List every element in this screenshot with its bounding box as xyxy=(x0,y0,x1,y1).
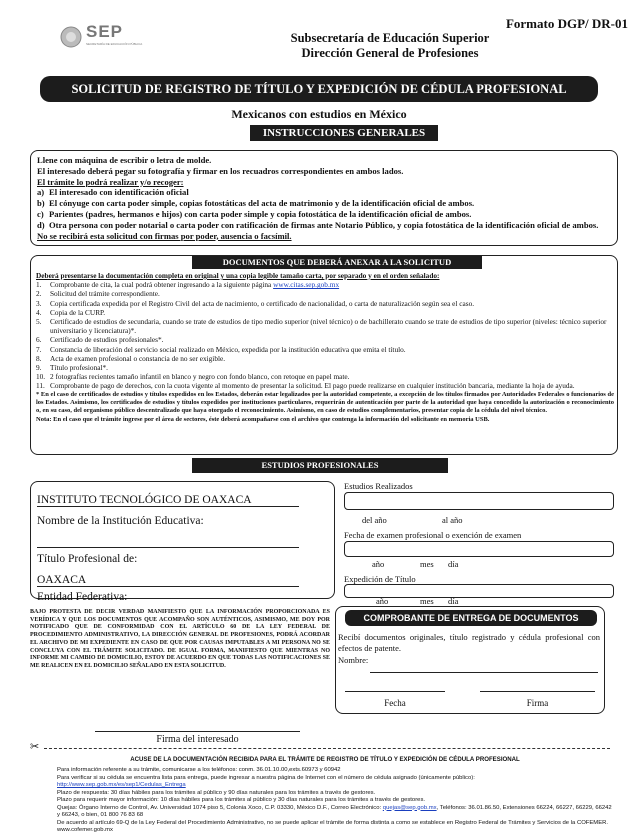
logo-text: SEP xyxy=(86,22,124,41)
acuse-plazo-informacion: Plazo para requerir mayor información: 10 días hábiles para los trámites al público y 30 días naturales para los trámites a través de gestores. xyxy=(57,797,426,803)
institucion-field[interactable]: INSTITUTO TECNOLÓGICO DE OAXACA xyxy=(37,494,299,507)
doc-item-1: 1. Comprobante de cita, la cual podrá obtener ingresando a la siguiente página www.citas.sep.gob.mx xyxy=(36,280,340,290)
documentos-nota: Nota: En el caso que el trámite ingrese por el área de sectores, éste deberá acompañarse con el archivo que contenga la información del solicitante en memoria USB. xyxy=(36,415,490,423)
acuse-quejas: Quejas: Órgano Interno de Control, Av. Universidad 1074 piso 5, Colonia Xoco, C.P. 03330, México D.F., Correo Electrónico: quejas@sep.gob.mx, Teléfonos: 36.01.86.50, Extensiones 66224, 66227, 66229, 66242 y 66243, o bien, 01 800 76 83 68 xyxy=(57,804,612,818)
entidad-field[interactable]: OAXACA xyxy=(37,574,299,587)
acuse-verificar: Para verificar si su cédula se encuentra lista para entrega, puede ingresar a nuestra página de Internet con el número de cédula asignado (únicamente público): xyxy=(57,774,475,781)
entidad-label: Entidad Federativa: xyxy=(37,591,128,603)
documentos-intro: Deberá presentarse la documentación completa en original y una copia legible tamaño carta, por separado y en el orden señalado: xyxy=(36,271,440,280)
eagle-emblem-icon xyxy=(60,24,82,50)
instruccion-a: a) El interesado con identificación oficial xyxy=(37,187,189,198)
documentos-heading: DOCUMENTOS QUE DEBERÁ ANEXAR A LA SOLICITUD xyxy=(192,256,482,269)
instrucciones-box xyxy=(30,150,618,246)
realizados-label: Estudios Realizados xyxy=(344,481,413,491)
page-title: SOLICITUD DE REGISTRO DE TÍTULO Y EXPEDICIÓN DE CÉDULA PROFESIONAL xyxy=(40,76,598,102)
protesta-text: BAJO PROTESTA DE DECIR VERDAD MANIFIESTO QUE LA INFORMACIÓN PROPORCIONADA ES VERÍDICA Y QUE LOS DOCUMENTOS QUE ACOMPAÑO SON AUTÉNTICOS, ASIMISMO, ME DOY POR NOTIFICADO QUE DE CONFORMIDAD CON EL ARTÍCULO 60 DE LA LEY FEDERAL DE PROCEDIMIENTO ADMINISTRATIVO, LA DIRECCIÓN GENERAL DE PROFESIONES, PODRÁ ACORDAR EL ARCHIVO DE MI EXPEDIENTE EN CASO DE QUE POR CAUSAS IMPUTABLES A MI PERSONA NO SE CONCLUYA CON EL TRÁMITE SOLICITADO. DE IGUAL FORMA, MANIFIESTO QUE MIENTRAS NO INFORME MI CAMBIO DE DOMICILIO, ESTOY DE ACUERDO EN QUE TODAS LAS NOTIFICACIONES SE ME REALICEN EN EL DOMICILIO SEÑALADO EN ESTA SOLICITUD. xyxy=(30,609,330,669)
scissors-icon: ✂ xyxy=(30,741,40,753)
acuse-articulo: De acuerdo al artículo 69-Q de la Ley Federal del Procedimiento Administrativo, no se puede aplicar el trámite de forma distinta a como se establece en Registro Federal de Trámites y Servicios de la COFEMER. www.cofemer.gob.mx xyxy=(57,819,609,833)
institucion-label: Nombre de la Institución Educativa: xyxy=(37,515,204,527)
comprobante-text: Recibí documentos originales, título registrado y cédula profesional con efectos de patente. xyxy=(338,632,600,653)
doc-item-6: 6. Certificado de estudios profesionales*. xyxy=(36,335,164,345)
doc-item-11: 11. Comprobante de pago de derechos, con la cuota vigente al momento de presentar la solicitud. El pago puede realizarse en cualquier institución bancaria, mediante la hoja de ayuda. xyxy=(36,381,575,391)
fecha-examen-label: Fecha de examen profesional o exención de examen xyxy=(344,530,522,540)
format-code: Formato DGP/ DR-01 xyxy=(505,16,628,31)
documentos-content xyxy=(36,271,614,424)
fecha-examen-box[interactable] xyxy=(344,541,614,557)
expedicion-anio-label: año xyxy=(376,596,389,606)
instruccion-2: El interesado deberá pegar su fotografía y firmar en los recuadros correspondientes en ambos lados. xyxy=(37,165,404,176)
doc-item-4: 4. Copia de la CURP. xyxy=(36,307,106,317)
documentos-note: * En el caso de certificados de estudios y títulos expedidos en los Estados, deberán estar legalizados por la autoridad competente, a excepción de los títulos firmados por Autoridades Federales o funcionarios de los Estados. Asimismo, los certificados de estudios y títulos expedidos por instituciones particulares, requerirán de autenticación por parte de la autoridad que haya concedido la autorización o reconocimiento o, en su caso, del organismo público descentralizado que haya otorgado el reconocimiento. Asimismo, en caso de estudios complementarios, presentar copia de la cédula del nivel técnico. xyxy=(36,390,614,415)
comprobante-firma: Firma xyxy=(526,698,549,708)
page-subtitle: Mexicanos con estudios en México xyxy=(231,107,407,121)
examen-anio-label: año xyxy=(372,559,385,569)
instrucciones-heading: INSTRUCCIONES GENERALES xyxy=(250,125,438,141)
estudios-left-box xyxy=(30,481,335,603)
nombre-line[interactable] xyxy=(370,672,598,673)
instruccion-c: c) Parientes (padres, hermanos e hijos) con carta poder simple y copia fotostática de la identificación oficial de ambos. xyxy=(37,208,472,219)
expedicion-label: Expedición de Título xyxy=(344,574,416,584)
acuse-heading: ACUSE DE LA DOCUMENTACIÓN RECIBIDA PARA EL TRÁMITE DE REGISTRO DE TÍTULO Y EXPEDICIÓN DE CÉDULA PROFESIONAL xyxy=(130,756,520,763)
expedicion-mes-label: mes xyxy=(420,596,434,606)
comprobante-heading: COMPROBANTE DE ENTREGA DE DOCUMENTOS xyxy=(345,610,597,626)
instruccion-d: d) Otra persona con poder notarial o carta poder con ratificación de firmas ante Notario Público, y copia fotostática de la identificación oficial de ambos. xyxy=(37,219,599,230)
estudios-heading: ESTUDIOS PROFESIONALES xyxy=(192,458,448,473)
firma-interesado-line[interactable] xyxy=(95,731,300,732)
doc-item-2: 2. Solicitud del trámite correspondiente. xyxy=(36,289,160,299)
acuse-plazo-respuesta: Plazo de respuesta: 30 días hábiles para los trámites al público y 90 días naturales para los trámites a través de gestores. xyxy=(57,789,376,796)
fecha-line[interactable] xyxy=(345,691,445,692)
examen-mes-label: mes xyxy=(420,559,434,569)
examen-dia-label: día xyxy=(448,559,459,569)
doc-item-10: 10. 2 fotografías recientes tamaño infantil en blanco y negro con fondo blanco, con retoque en papel mate. xyxy=(36,372,350,382)
acuse-telefonos: Para información referente a su trámite, comunicarse a los teléfonos: conm. 36.01.10.00,exts.60973 y 60942 xyxy=(57,767,341,773)
doc-item-5: 5. Certificado de estudios de secundaria, cuando se trate de estudios de tipo medio superior (nivel técnico) o de bachillerato cuando se trate de estudios de tipo superior (niveles: técnico superior universitario y licenciatura)*. xyxy=(36,317,607,336)
comprobante-nombre: Nombre: xyxy=(338,655,369,665)
cut-line xyxy=(44,748,610,749)
instruccion-b: b) El cónyuge con carta poder simple, copias fotostáticas del acta de matrimonio y de la identificación oficial de ambos. xyxy=(37,198,475,209)
firma-interesado-label: Firma del interesado xyxy=(156,734,239,745)
instruccion-1: Llene con máquina de escribir o letra de molde. xyxy=(37,155,212,165)
expedicion-dia-label: día xyxy=(448,596,459,606)
cedulas-entrega-link[interactable]: http://www.sep.gob.mx/es/sep1/Cedulas_Entrega xyxy=(57,782,186,788)
citas-link[interactable]: www.citas.sep.gob.mx xyxy=(273,280,340,290)
al-anio-label: al año xyxy=(442,515,463,525)
del-anio-label: del año xyxy=(362,515,387,525)
instruccion-4: No se recibirá esta solicitud con firmas por poder, ausencia o facsímil. xyxy=(37,230,292,241)
realizados-box[interactable] xyxy=(344,492,614,510)
titulo-field[interactable] xyxy=(37,538,299,548)
instruccion-3: El trámite lo podrá realizar y/o recoger: xyxy=(37,176,184,187)
direccion-general: Dirección General de Profesiones xyxy=(301,46,479,60)
doc-item-8: 8. Acta de examen profesional o constancia de no ser exigible. xyxy=(36,353,226,363)
doc-item-9: 9. Título profesional*. xyxy=(36,363,108,373)
subsecretaria: Subsecretaría de Educación Superior xyxy=(290,31,490,45)
sep-logo xyxy=(60,22,143,52)
doc-item-3: 3. Copia certificada expedida por el Registro Civil del acta de nacimiento, o certificado de nacionalidad, o carta de naturalización según sea el caso. xyxy=(36,298,475,308)
doc-item-7: 7. Constancia de liberación del servicio social realizado en México, expedida por la institución educativa que emita el título. xyxy=(36,344,406,354)
estudios-right xyxy=(340,478,618,604)
logo-subtext: SECRETARÍA DE EDUCACIÓN PÚBLICA xyxy=(86,42,143,46)
firma-line[interactable] xyxy=(480,691,595,692)
acuse-content xyxy=(57,767,613,835)
titulo-label: Título Profesional de: xyxy=(37,553,138,565)
quejas-email-link[interactable]: quejas@sep.gob.mx xyxy=(382,804,437,811)
comprobante-fecha: Fecha xyxy=(384,698,406,708)
